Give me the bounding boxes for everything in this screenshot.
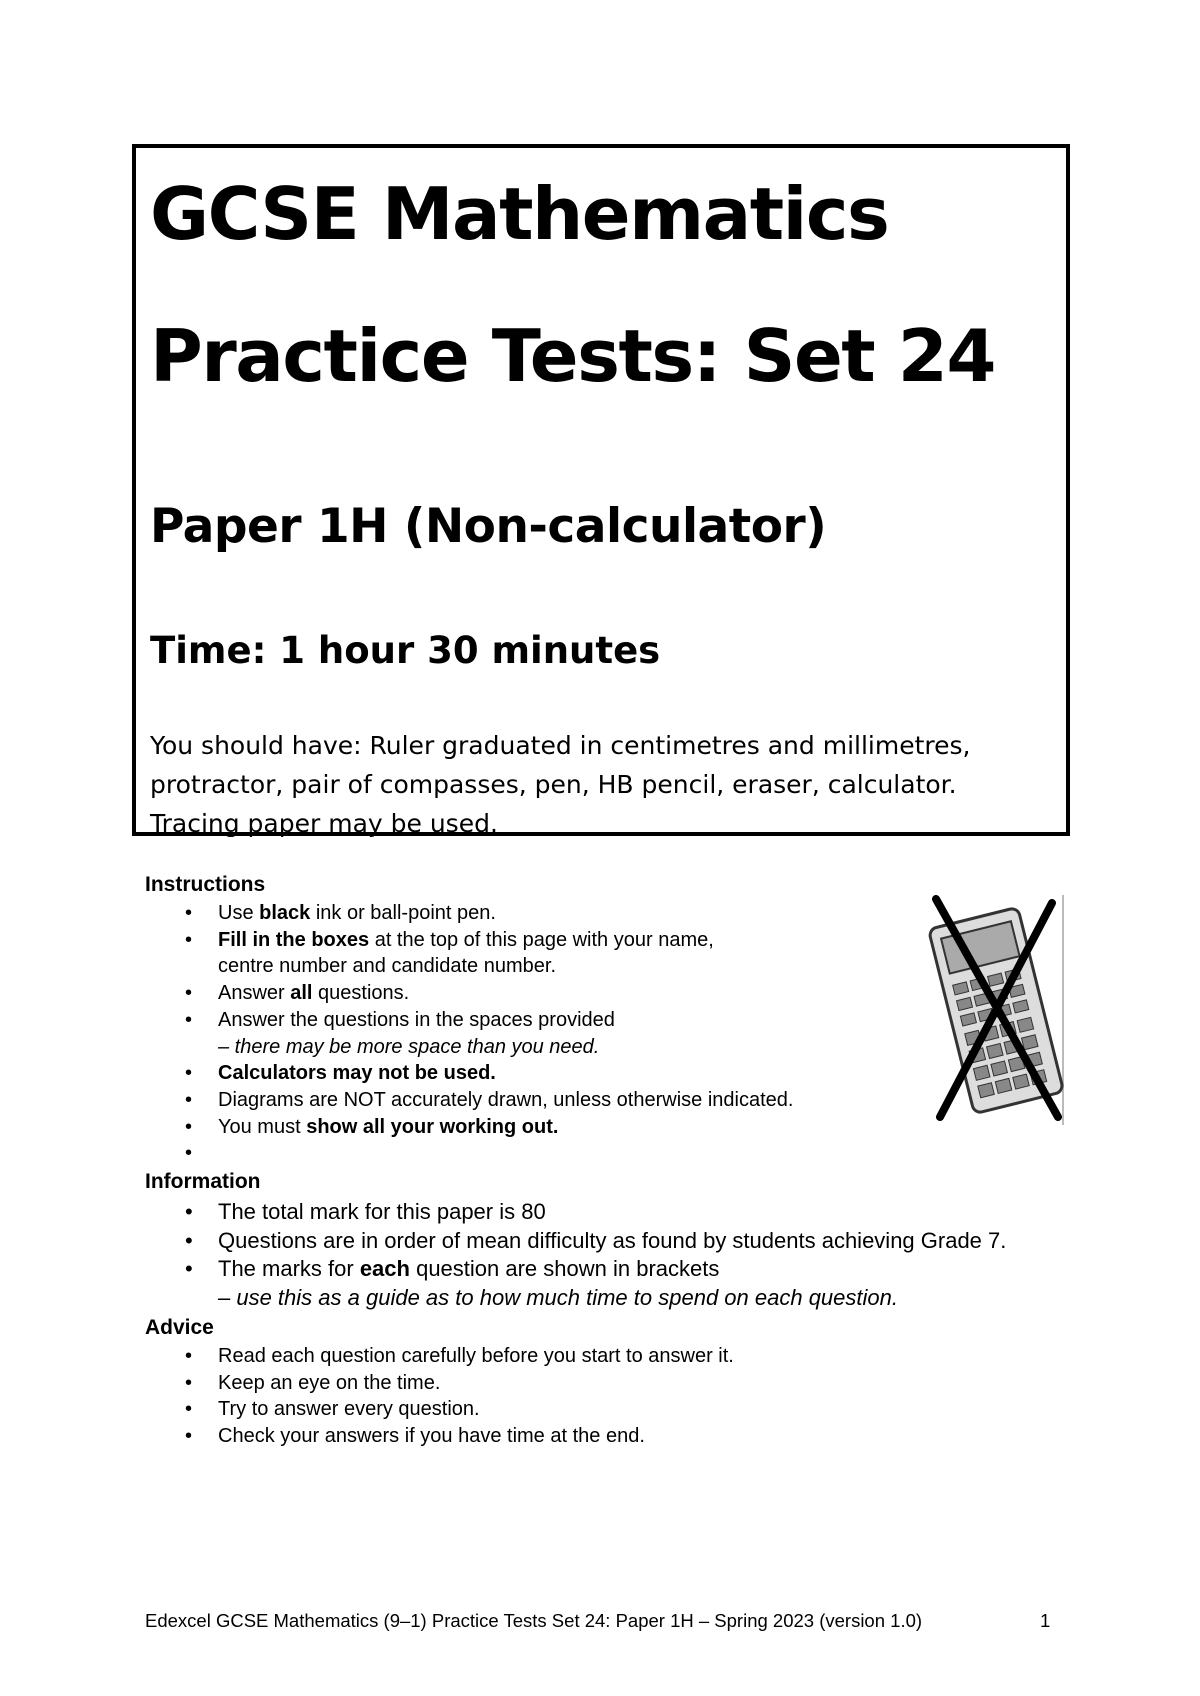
information-list <box>145 1198 1006 1312</box>
title-line-1: GCSE Mathematics <box>150 172 889 256</box>
list-item: • The total mark for this paper is 80 <box>145 1198 1006 1227</box>
list-item: • Use black ink or ball-point pen. <box>145 900 793 927</box>
list-item: • You must show all your working out. <box>145 1114 793 1141</box>
list-item: • Answer all questions. <box>145 980 793 1007</box>
page-number: 1 <box>1040 1610 1051 1631</box>
requirements-line: Tracing paper may be used. <box>150 809 498 838</box>
list-item: • Keep an eye on the time. <box>145 1370 734 1397</box>
requirements-line: protractor, pair of compasses, pen, HB pencil, eraser, calculator. <box>150 770 957 799</box>
list-item: • Fill in the boxes at the top of this page with your name, centre number and candidate number. <box>145 927 793 980</box>
title-box <box>132 144 1070 836</box>
list-item: • Try to answer every question. <box>145 1396 734 1423</box>
equipment-requirements <box>150 726 970 843</box>
list-item: • Questions are in order of mean difficulty as found by students achieving Grade 7. <box>145 1227 1006 1256</box>
paper-title: Paper 1H (Non-calculator) <box>150 499 827 554</box>
advice-heading: Advice <box>145 1316 214 1339</box>
list-item: • Check your answers if you have time at the end. <box>145 1423 734 1450</box>
information-heading: Information <box>145 1170 261 1193</box>
list-item: • Answer the questions in the spaces provided – there may be more space than you need. <box>145 1007 793 1060</box>
crossed-out-calculator-icon <box>928 895 1068 1125</box>
time-allowed: Time: 1 hour 30 minutes <box>150 629 661 672</box>
list-item: • The marks for each question are shown in brackets – use this as a guide as to how much time to spend on each question. <box>145 1255 1006 1312</box>
title-line-2: Practice Tests: Set 24 <box>150 314 995 398</box>
instructions-heading: Instructions <box>145 873 266 896</box>
footer-text: Edexcel GCSE Mathematics (9–1) Practice Tests Set 24: Paper 1H – Spring 2023 (version 1.0) <box>145 1610 923 1631</box>
instructions-list <box>145 900 793 1167</box>
list-item: • Read each question carefully before you start to answer it. <box>145 1343 734 1370</box>
list-item-empty <box>145 1140 793 1167</box>
advice-list <box>145 1343 734 1450</box>
list-item: • Calculators may not be used. <box>145 1060 793 1087</box>
list-item: • Diagrams are NOT accurately drawn, unless otherwise indicated. <box>145 1087 793 1114</box>
requirements-line: You should have: Ruler graduated in centimetres and millimetres, <box>150 731 971 760</box>
